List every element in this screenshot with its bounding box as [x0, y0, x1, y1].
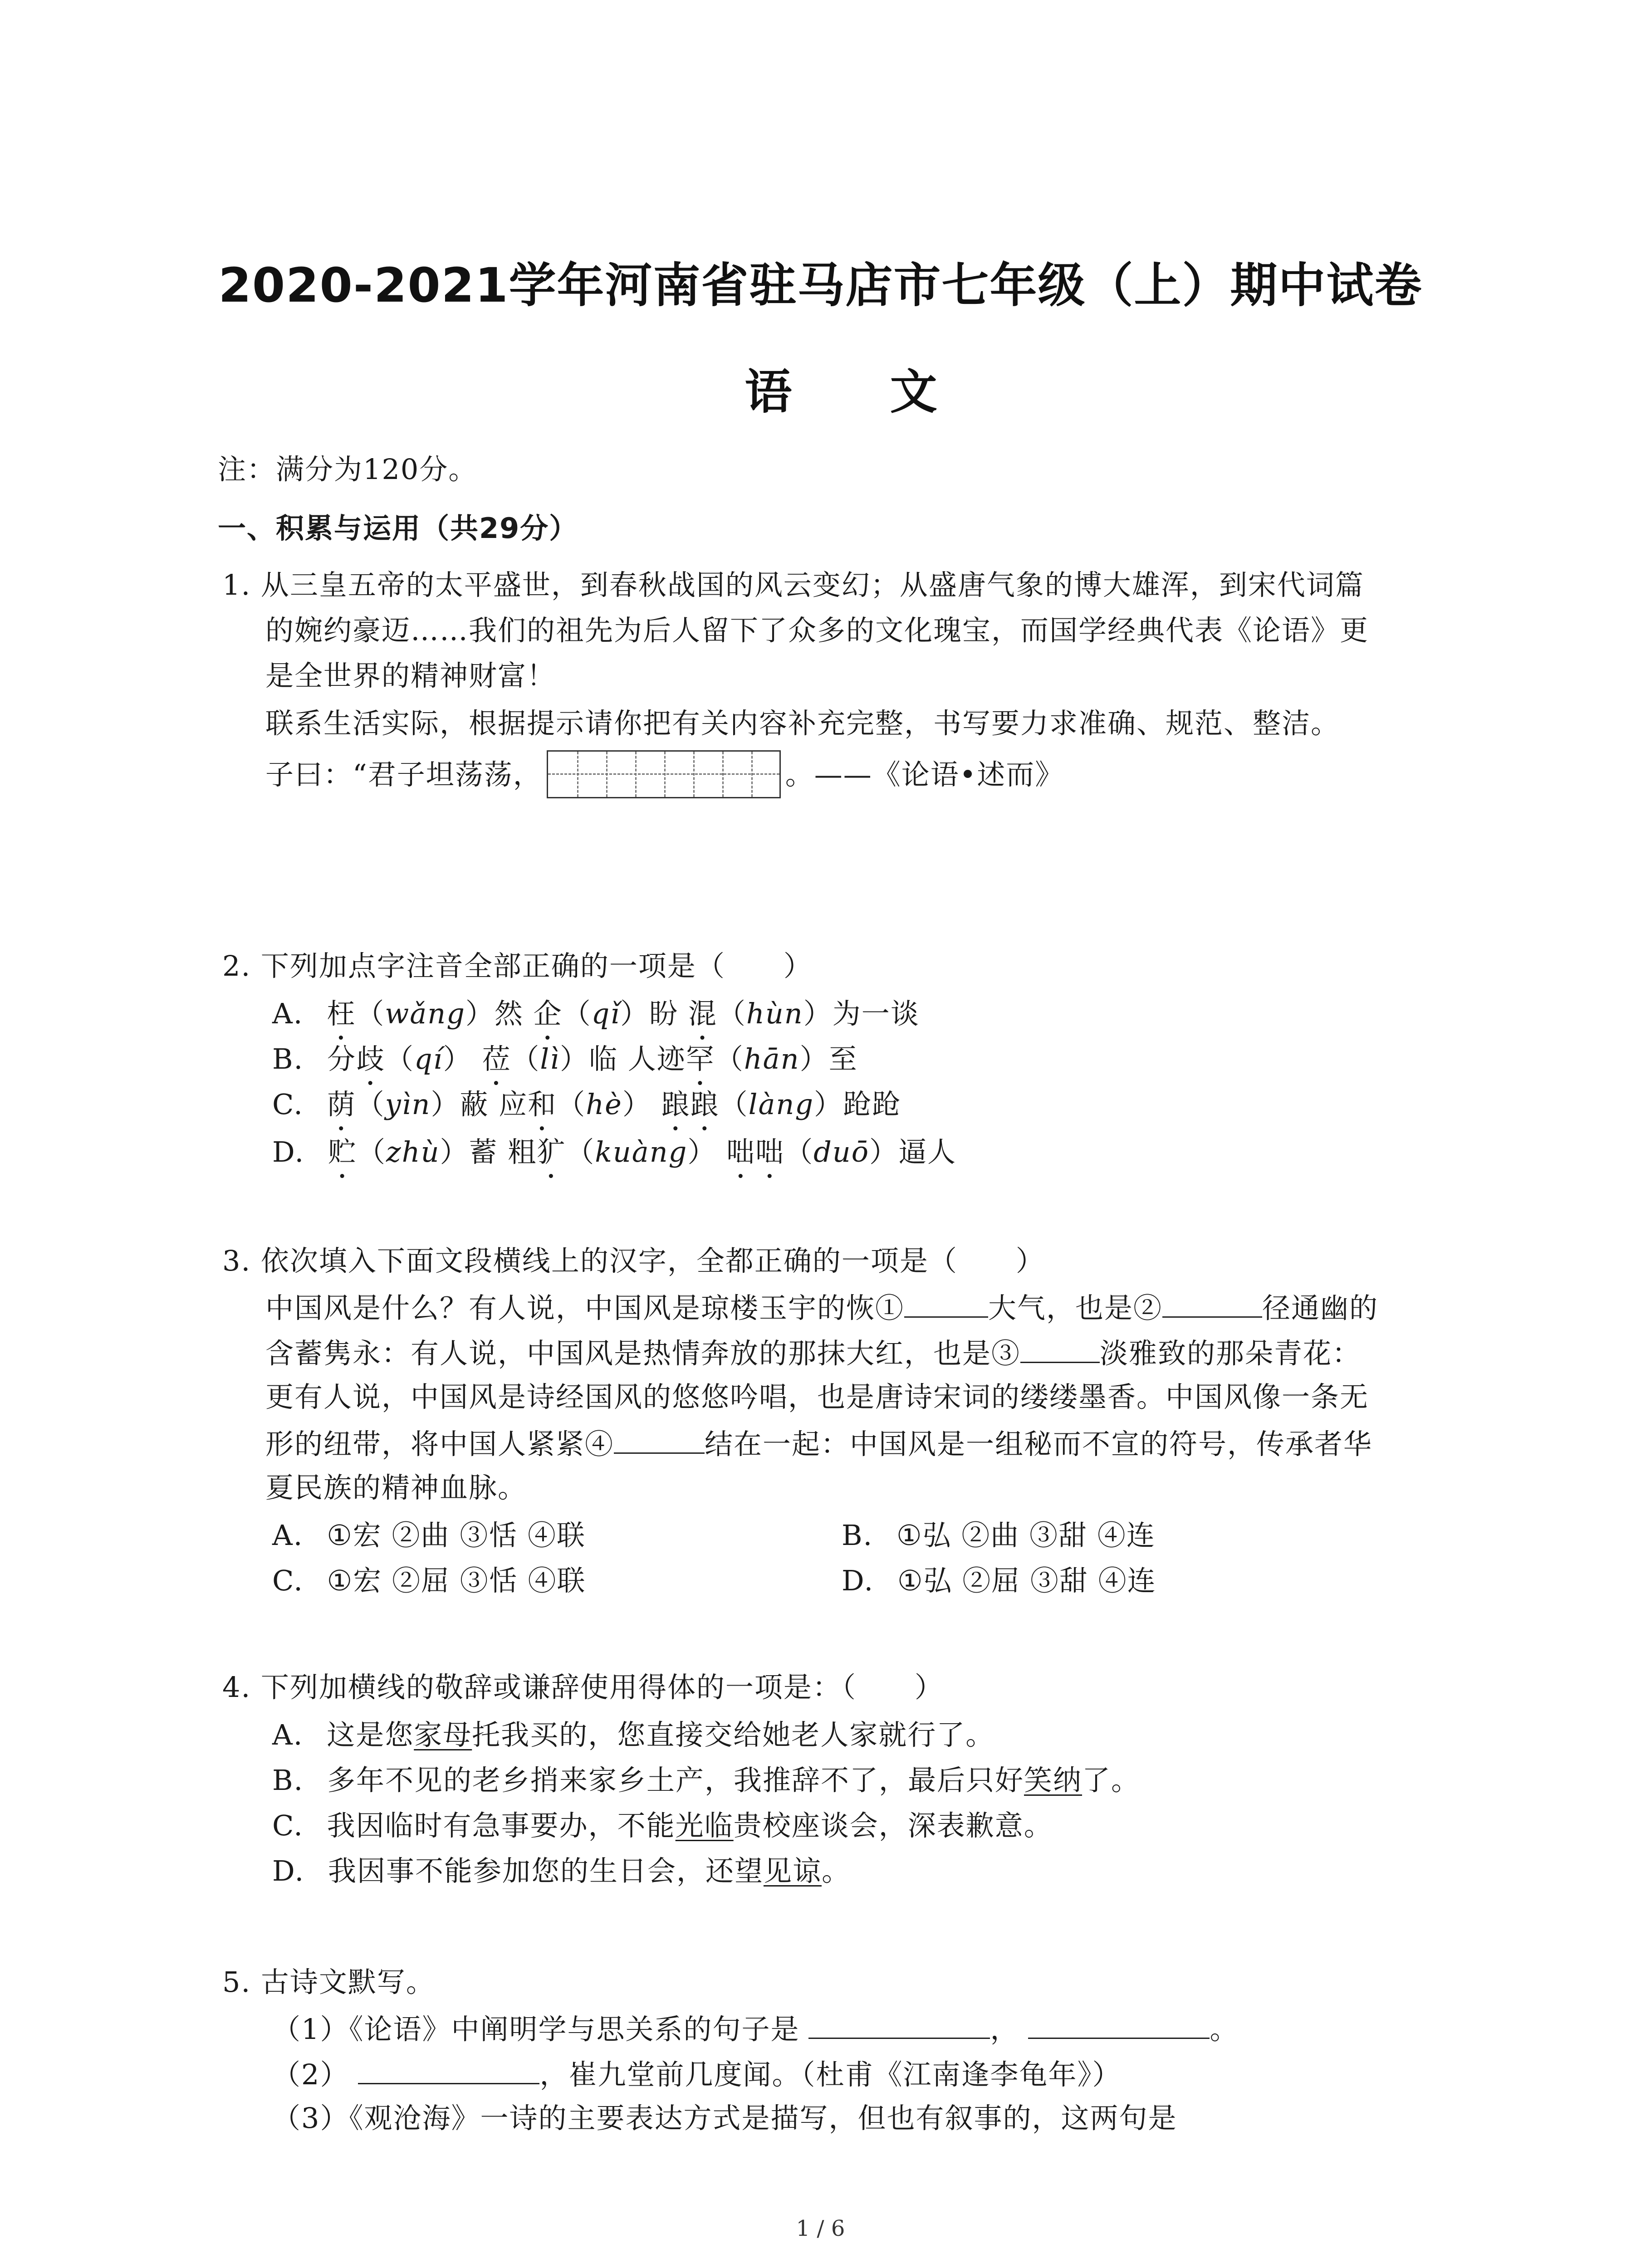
q3-passage-line: 含蓄隽永：有人说，中国风是热情奔放的那抹大红，也是③ 淡雅致的那朵青花： — [265, 1334, 1361, 1372]
q4-option-c[interactable]: C. 我因临时有急事要办，不能光临贵校座谈会，深表歉意。 — [272, 1809, 1053, 1842]
q3-passage-line: 夏民族的精神血脉。 — [265, 1471, 527, 1504]
subject-title: 语 文 — [745, 364, 978, 420]
q5-item-1: （1）《论语》中阐明学与思关系的句子是 ， 。 — [272, 2009, 1239, 2048]
q1-prompt — [265, 753, 1064, 801]
q4-option-a[interactable]: A. 这是您家母托我买的，您直接交给她老人家就行了。 — [272, 1718, 995, 1751]
q2-option-d[interactable]: D. 贮（zhù）蓄 粗犷（kuàng） 咄咄（duō）逼人 — [272, 1135, 957, 1168]
q3-passage-line: 形的纽带，将中国人紧紧④ 结在一起：中国风是一组秘而不宣的符号，传承者华 — [265, 1424, 1372, 1462]
q3-option-a[interactable]: A. ①宏 ②曲 ③恬 ④联 — [272, 1519, 586, 1552]
q1-line: 是全世界的精神财富！ — [265, 659, 556, 692]
q2-option-b[interactable]: B. 分歧（qí） 莅（lì）临 人迹罕（hān）至 — [272, 1042, 858, 1075]
section-heading: 一、积累与运用（共29分） — [218, 512, 578, 545]
q4-option-d[interactable]: D. 我因事不能参加您的生日会，还望见谅。 — [272, 1854, 851, 1887]
q3-option-b[interactable]: B. ①弘 ②曲 ③甜 ④连 — [842, 1519, 1156, 1552]
q3-stem: 3. 依次填入下面文段横线上的汉字，全都正确的一项是（ ） — [222, 1244, 1045, 1277]
q5-item-2: （2） ，崔九堂前几度闻。（杜甫《江南逢李龟年》） — [272, 2055, 1121, 2093]
answer-blank[interactable] — [358, 2055, 539, 2084]
exam-title: 2020-2021学年河南省驻马店市七年级（上）期中试卷 — [218, 258, 1423, 313]
q3-option-c[interactable]: C. ①宏 ②屈 ③恬 ④联 — [272, 1564, 586, 1597]
q2-option-a[interactable]: A. 枉（wǎng）然 企（qǐ）盼 混（hùn）为一谈 — [272, 997, 920, 1030]
blank-1[interactable] — [904, 1288, 988, 1318]
q5-stem: 5. 古诗文默写。 — [222, 1965, 435, 1999]
blank-3[interactable] — [1020, 1334, 1100, 1363]
q1-prompt-after: 。——《论语•述而》 — [785, 758, 1064, 792]
score-note: 注：满分为120分。 — [218, 453, 478, 486]
q3-passage-line: 更有人说，中国风是诗经国风的悠悠吟唱，也是唐诗宋词的缕缕墨香。中国风像一条无 — [265, 1380, 1369, 1413]
q2-stem: 2. 下列加点字注音全部正确的一项是（ ） — [222, 949, 813, 982]
blank-4[interactable] — [614, 1424, 705, 1454]
q1-prompt-before: 子曰：“君子坦荡荡， — [265, 758, 542, 792]
answer-grid-box[interactable] — [547, 750, 781, 798]
answer-blank[interactable] — [1028, 2009, 1210, 2039]
q5-item-3: （3）《观沧海》一诗的主要表达方式是描写，但也有叙事的，这两句是 — [272, 2102, 1177, 2135]
q4-option-b[interactable]: B. 多年不见的老乡捎来家乡土产，我推辞不了，最后只好笑纳了。 — [272, 1764, 1141, 1797]
q2-option-c[interactable]: C. 荫（yìn）蔽 应和（hè） 踉踉（làng）跄跄 — [272, 1088, 901, 1121]
blank-2[interactable] — [1162, 1288, 1262, 1318]
page-number: 1 / 6 — [796, 2216, 845, 2241]
q1-line: 的婉约豪迈……我们的祖先为后人留下了众多的文化瑰宝，而国学经典代表《论语》更 — [265, 614, 1369, 647]
answer-blank[interactable] — [808, 2009, 990, 2039]
q3-option-d[interactable]: D. ①弘 ②屈 ③甜 ④连 — [842, 1564, 1156, 1597]
q1-line: 联系生活实际，根据提示请你把有关内容补充完整，书写要力求准确、规范、整洁。 — [265, 707, 1340, 740]
q4-stem: 4. 下列加横线的敬辞或谦辞使用得体的一项是：（ ） — [222, 1671, 944, 1704]
q3-passage-line: 中国风是什么？有人说，中国风是琼楼玉宇的恢① 大气，也是② 径通幽的 — [265, 1288, 1378, 1326]
q1-line: 1. 从三皇五帝的太平盛世，到春秋战国的风云变幻；从盛唐气象的博大雄浑，到宋代词篇 — [222, 568, 1364, 601]
